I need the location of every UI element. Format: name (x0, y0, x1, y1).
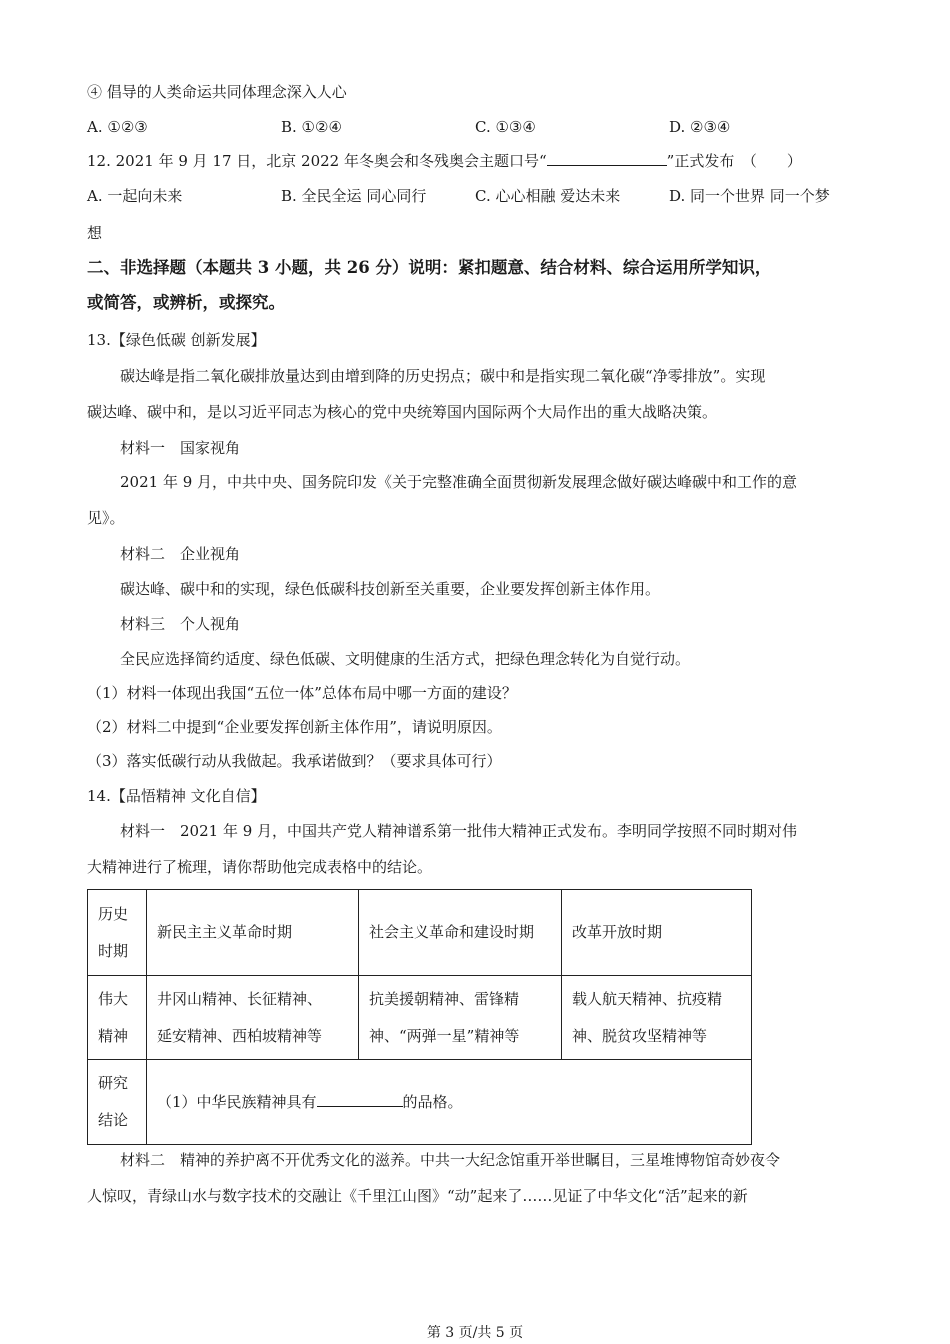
spirit-table (87, 889, 752, 1145)
q13-title: 13.【绿色低碳 创新发展】 (87, 331, 266, 349)
q13-material3-text: 全民应选择简约适度、绿色低碳、文明健康的生活方式，把绿色理念转化为自觉行动。 (120, 650, 691, 668)
q11-option-d: D. ②③④ (669, 118, 731, 136)
q14-material2-line1: 材料二 精神的养护离不开优秀文化的滋养。中共一大纪念馆重开举世瞩目，三星堆博物馆奇妙夜令 (120, 1151, 781, 1169)
table-row-conclusion (88, 1060, 752, 1145)
table-cell-period-3: 改革开放时期 (562, 890, 752, 976)
table-head-period: 历史 时期 (88, 890, 147, 976)
q11-item4: ④ 倡导的人类命运共同体理念深入人心 (87, 83, 347, 101)
q12-option-c: C. 心心相融 爱达未来 (475, 187, 621, 205)
q13-subquestion-1: （1）材料一体现出我国“五位一体”总体布局中哪一方面的建设？ (87, 684, 517, 702)
q12-option-wrap: 想 (87, 224, 103, 242)
q13-material1-line1: 2021 年 9 月，中共中央、国务院印发《关于完整准确全面贯彻新发展理念做好碳达峰碳中和工作的意 (120, 473, 798, 491)
q12-stem-post: ”正式发布 （ ） (666, 152, 802, 170)
q12-option-a: A. 一起向未来 (87, 187, 183, 205)
conclusion-answer-blank (317, 1092, 403, 1107)
q12-stem (87, 151, 802, 170)
q13-material1-label: 材料一 国家视角 (120, 439, 241, 457)
section2-heading-line2: 或简答，或辨析，或探究。 (87, 293, 285, 312)
table-row-spirits (88, 976, 752, 1060)
table-head-spirit: 伟大 精神 (88, 976, 147, 1060)
q14-material2-line2: 人惊叹，青绿山水与数字技术的交融让《千里江山图》“动”起来了……见证了中华文化“活”起来的新 (87, 1187, 748, 1205)
q11-option-a: A. ①②③ (87, 118, 148, 136)
q12-option-d: D. 同一个世界 同一个梦 (669, 187, 830, 205)
page-footer: 第 3 页/共 5 页 (426, 1325, 524, 1341)
q13-material2-label: 材料二 企业视角 (120, 545, 241, 563)
table-head-conclusion: 研究 结论 (88, 1060, 147, 1145)
table-row-periods (88, 890, 752, 976)
table-cell-spirit-2: 抗美援朝精神、雷锋精 神、“两弹一星”精神等 (359, 976, 562, 1060)
q14-material1-line1: 材料一 2021 年 9 月，中国共产党人精神谱系第一批伟大精神正式发布。李明同学按照不同时期对伟 (120, 822, 798, 840)
table-cell-period-1: 新民主主义革命时期 (147, 890, 359, 976)
q13-material2-text: 碳达峰、碳中和的实现，绿色低碳科技创新至关重要，企业要发挥创新主体作用。 (120, 580, 661, 598)
q13-intro-line2: 碳达峰、碳中和，是以习近平同志为核心的党中央统筹国内国际两个大局作出的重大战略决策。 (87, 403, 718, 421)
q14-title: 14.【品悟精神 文化自信】 (87, 787, 266, 805)
q11-option-b: B. ①②④ (281, 118, 342, 136)
table-cell-period-2: 社会主义革命和建设时期 (359, 890, 562, 976)
table-cell-spirit-1: 井冈山精神、长征精神、 延安精神、西柏坡精神等 (147, 976, 359, 1060)
q13-material1-line2: 见》。 (87, 509, 125, 527)
section2-heading-line1: 二、非选择题（本题共 3 小题，共 26 分）说明：紧扣题意、结合材料、综合运用所学知识， (87, 258, 772, 277)
q13-material3-label: 材料三 个人视角 (120, 615, 241, 633)
q13-subquestion-2: （2）材料二中提到“企业要发挥创新主体作用”，请说明原因。 (87, 718, 502, 736)
q12-stem-pre: 12. 2021 年 9 月 17 日，北京 2022 年冬奥会和冬残奥会主题口号“ (87, 152, 547, 170)
q12-option-b: B. 全民全运 同心同行 (281, 187, 427, 205)
q13-subquestion-3: （3）落实低碳行动从我做起。我承诺做到？（要求具体可行） (87, 752, 502, 770)
q12-answer-blank (547, 151, 667, 166)
table-cell-spirit-3: 载人航天精神、抗疫精 神、脱贫攻坚精神等 (562, 976, 752, 1060)
q13-intro-line1: 碳达峰是指二氧化碳排放量达到由增到降的历史拐点；碳中和是指实现二氧化碳“净零排放”。实现 (120, 367, 766, 385)
q11-option-c: C. ①③④ (475, 118, 536, 136)
q14-material1-line2: 大精神进行了梳理，请你帮助他完成表格中的结论。 (87, 858, 433, 876)
table-cell-conclusion: （1）中华民族精神具有 的品格。 (147, 1060, 752, 1145)
